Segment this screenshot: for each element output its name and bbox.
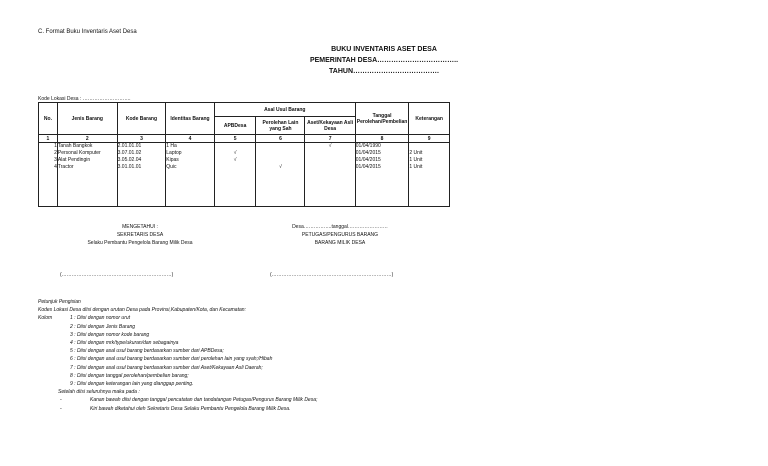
signature-left-blank: (…………………………………………………………) xyxy=(60,272,174,278)
petunjuk-title: Petunjuk Pengisian xyxy=(38,299,81,305)
inventory-table xyxy=(38,102,450,207)
petunjuk-kode-line: Kodes Lokasi Desa diisi dengan urutan Desa pada Provinsi,Kabupaten/Kota, dan Kecamatan: xyxy=(38,307,246,314)
cell-tanggal-perolehan: 01/04/1990 01/04/2015 01/04/2015 01/04/2015 xyxy=(355,143,409,207)
col-number: 3 xyxy=(117,135,166,143)
col-number: 8 xyxy=(355,135,409,143)
format-label: C. Format Buku Inventaris Aset Desa xyxy=(38,29,137,35)
header-aset-kekayaan: Aset/Kekayaan Asli Desa xyxy=(305,117,355,135)
tahun-line: TAHUN………………………………. xyxy=(329,68,439,75)
signature-right-blank: (………………………………………………………………) xyxy=(270,272,394,278)
cell-jenis-barang: Tanah Bangkok Personal Komputer Alat Pendingin Tractor xyxy=(57,143,117,207)
kolom-item: 2 : Diisi dengan Jenis Barang xyxy=(70,323,136,330)
cell-kode-barang: 2.01.01.01 3.07.01.02 3.05.02.04 3.01.01.01 xyxy=(117,143,166,207)
kolom-label: Kolom xyxy=(38,315,53,322)
header-identitas-barang: Identitas Barang xyxy=(166,103,215,135)
col-number: 2 xyxy=(57,135,117,143)
bullet-text: Kanan bawah diisi dengan tanggal pencatatan dan tandatangan Petugas/Pengurus Barang Milik Desa; xyxy=(90,397,318,404)
bullet-text: Kiri bawah diketahui oleh Sekretaris Desa Selaku Pembantu Pengelola Barang Milik Desa. xyxy=(90,405,291,412)
kolom-item: 9 : Diisi dengan keterangan lain yang dianggap penting. xyxy=(70,381,194,388)
column-number-row xyxy=(39,135,450,143)
kolom-row xyxy=(38,314,317,322)
header-perolehan-lain: Perolehan Lain yang Sah xyxy=(256,117,305,135)
col-number: 5 xyxy=(214,135,256,143)
petunjuk-pengisian xyxy=(38,298,317,413)
kolom-item: 6 : Diisi dengan asal usul barang berdasarkan sumber dari perolehan lain yang syah;/Hibah xyxy=(70,356,273,363)
cell-no: 1 2 3 4 xyxy=(39,143,58,207)
cell-apbdesa: √ √ xyxy=(214,143,256,207)
header-jenis-barang: Jenis Barang xyxy=(57,103,117,135)
document-title: BUKU INVENTARIS ASET DESA xyxy=(331,46,437,53)
signature-right-block xyxy=(240,223,440,247)
bullet-row xyxy=(38,396,317,404)
pemerintah-desa-line: PEMERINTAH DESA…………………………….. xyxy=(309,57,459,64)
bullet-dash: - xyxy=(60,397,62,404)
col-number: 6 xyxy=(256,135,305,143)
table-body-row xyxy=(39,143,450,207)
col-number: 7 xyxy=(305,135,355,143)
kolom-item: 1 : Diisi dengan nomor urut xyxy=(70,315,131,322)
header-asal-usul-barang: Asal Usul Barang xyxy=(214,103,355,117)
kolom-item: 3 : Diisi dengan nomor kode barang xyxy=(70,331,150,338)
signature-left-line: MENGETAHUI : xyxy=(122,224,158,230)
header-apbdesa: APBDesa xyxy=(214,117,256,135)
kolom-item: 4 : Diisi dengan mrk/type/ukuran/dan sebagainya xyxy=(70,340,179,347)
signature-left-block xyxy=(40,223,240,247)
col-number: 4 xyxy=(166,135,215,143)
col-number: 9 xyxy=(409,135,450,143)
kolom-item: 8 : Diisi dengan tanggal perolehan/pembelian barang; xyxy=(70,372,189,379)
signature-right-line: BARANG MILIK DESA xyxy=(314,240,366,246)
header-kode-barang: Kode Barang xyxy=(117,103,166,135)
header-tanggal-perolehan: Tanggal Perolehan/Pembelian xyxy=(355,103,409,135)
signature-left-line: SEKRETARIS DESA xyxy=(116,232,164,238)
header-keterangan: Keterangan xyxy=(409,103,450,135)
kolom-item: 5 : Diisi dengan asal usul barang berdasarkan sumber dari APBDesa; xyxy=(70,348,224,355)
bullet-row xyxy=(38,405,317,413)
cell-aset-kekayaan: √ xyxy=(305,143,355,207)
signature-left-line: Selaku Pembantu Pengelola Barang Milik Desa xyxy=(87,240,193,246)
cell-identitas-barang: 1 Ha Laptop Kipas Quic xyxy=(166,143,215,207)
signature-right-line: PETUGAS/PENGURUS BARANG xyxy=(301,232,379,238)
kolom-item: 7 : Diisi dengan asal usul barang berdasarkan sumber dari Aset/Kekayaan Asli Daerah; xyxy=(70,364,263,371)
setelah-line: Setelah diisi seluruhnya maka pada : xyxy=(58,389,140,396)
bullet-dash: - xyxy=(60,405,62,412)
signature-right-line: Desa……………..tanggal…………………… xyxy=(292,224,388,230)
cell-keterangan: 2 Unit 1 Unit 1 Unit xyxy=(409,143,450,207)
col-number: 1 xyxy=(39,135,58,143)
cell-perolehan-lain: √ xyxy=(256,143,305,207)
header-no: No. xyxy=(39,103,58,135)
kode-lokasi-desa: Kode Lokasi Desa : ……………………….. xyxy=(38,96,131,102)
